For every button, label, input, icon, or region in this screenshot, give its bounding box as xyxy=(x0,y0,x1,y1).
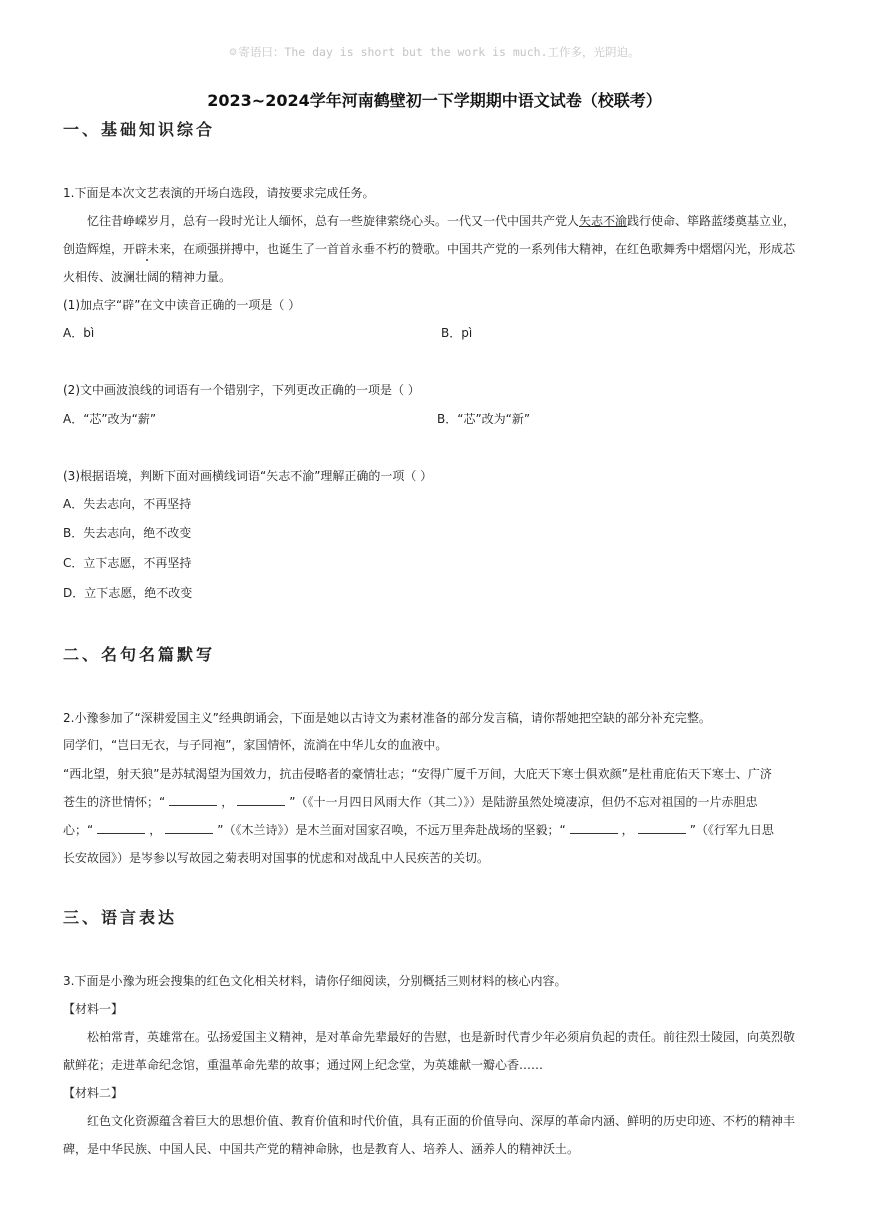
q2-text: ， xyxy=(221,795,234,809)
q2-line3 xyxy=(63,794,757,810)
q2-text: 心；“ xyxy=(63,823,94,837)
answer-blank[interactable] xyxy=(97,823,145,834)
q1-sub2-option-a[interactable]: A．“芯”改为“薪” xyxy=(63,412,157,426)
section-heading-expression: 三、语言表达 xyxy=(63,908,178,927)
q1-sub1-option-b[interactable]: B．pì xyxy=(441,326,473,340)
q1-passage-line1 xyxy=(87,213,795,229)
q1-sub3-option-d[interactable]: D．立下志愿，绝不改变 xyxy=(63,586,193,600)
q2-line5: 长安故园》）是岑参以写故园之菊表明对国事的忧虑和对战乱中人民疾苦的关切。 xyxy=(63,851,490,865)
q1-sub2-stem: (2)文中画波浪线的词语有一个错别字，下列更改正确的一项是（ ） xyxy=(63,383,420,397)
answer-blank[interactable] xyxy=(237,795,285,806)
page-title: 2023~2024学年河南鹤壁初一下学期期中语文试卷（校联考） xyxy=(207,91,662,110)
answer-blank[interactable] xyxy=(165,823,213,834)
q2-text: ”（《十一月四日风雨大作（其二）》）是陆游虽然处境凄凉，但仍不忘对祖国的一片赤胆忠 xyxy=(289,795,758,809)
smile-icon: ☺ xyxy=(229,45,237,59)
emphasis-dot xyxy=(146,259,148,261)
q3-material1-label: 【材料一】 xyxy=(63,1002,124,1016)
q2-text: ”（《木兰诗》）是木兰面对国家召唤，不远万里奔赴战场的坚毅；“ xyxy=(217,823,566,837)
q1-passage-line3: 火相传、波澜壮阔的精神力量。 xyxy=(63,270,232,284)
q1-sub3-option-b[interactable]: B．失去志向，绝不改变 xyxy=(63,526,192,540)
q2-line2: “西北望，射天狼”是苏轼渴望为国效力，抗击侵略者的豪情壮志；“安得广厦千万间，大庇天下寒士俱欢颜”是杜甫庇佑天下寒士、广济 xyxy=(63,767,772,781)
q3-material2-label: 【材料二】 xyxy=(63,1086,124,1100)
q2-text: 苍生的济世情怀；“ xyxy=(63,795,166,809)
q2-text: ”（《行军九日思 xyxy=(689,823,774,837)
q1-stem: 1.下面是本次文艺表演的开场白选段，请按要求完成任务。 xyxy=(63,186,375,200)
answer-blank[interactable] xyxy=(570,823,618,834)
q3-material2-line2: 碑，是中华民族、中国人民、中国共产党的精神命脉，也是教育人、培养人、涵养人的精神沃土。 xyxy=(63,1142,580,1156)
q2-text: ， xyxy=(621,823,634,837)
answer-blank[interactable] xyxy=(169,795,217,806)
q3-stem: 3.下面是小豫为班会搜集的红色文化相关材料，请你仔细阅读，分别概括三则材料的核心内容。 xyxy=(63,974,567,988)
q2-stem: 2.小豫参加了“深耕爱国主义”经典朗诵会，下面是她以古诗文为素材准备的部分发言稿，请你帮她把空缺的部分补充完整。 xyxy=(63,711,711,725)
passage-text: 忆往昔峥嵘岁月，总有一段时光让人缅怀，总有一些旋律萦绕心头。一代又一代中国共产党人 xyxy=(87,214,580,228)
q1-passage-line2: 创造辉煌，开辟未来，在顽强拼搏中，也诞生了一首首永垂不朽的赞歌。中国共产党的一系列伟大精神，在红色歌舞秀中熠熠闪光，形成芯 xyxy=(63,242,796,256)
q1-sub2-option-b[interactable]: B．“芯”改为“新” xyxy=(437,412,531,426)
answer-blank[interactable] xyxy=(638,823,686,834)
section-heading-recitation: 二、名句名篇默写 xyxy=(63,645,216,664)
underlined-phrase: 矢志不渝 xyxy=(579,214,628,228)
q2-text: ， xyxy=(149,823,162,837)
q3-material2-line1: 红色文化资源蕴含着巨大的思想价值、教育价值和时代价值，具有正面的价值导向、深厚的革命内涵、鲜明的历史印迹、不朽的精神丰 xyxy=(87,1114,796,1128)
q1-sub3-option-c[interactable]: C．立下志愿，不再坚持 xyxy=(63,556,192,570)
q3-material1-line2: 献鲜花；走进革命纪念馆，重温革命先辈的故事；通过网上纪念堂，为英雄献一瓣心香…… xyxy=(63,1058,544,1072)
q2-line1: 同学们，“岂曰无衣，与子同袍”，家国情怀，流淌在中华儿女的血液中。 xyxy=(63,738,448,752)
motto-header xyxy=(0,44,869,60)
passage-text: 践行使命、筚路蓝缕奠基立业， xyxy=(627,214,796,228)
q1-sub1-stem: (1)加点字“辟”在文中读音正确的一项是（ ） xyxy=(63,298,301,312)
motto-text: 寄语曰：The day is short but the work is much.工作多，光阴迫。 xyxy=(238,45,640,59)
q3-material1-line1: 松柏常青，英雄常在。弘扬爱国主义精神，是对革命先辈最好的告慰，也是新时代青少年必须肩负起的责任。前往烈士陵园，向英烈敬 xyxy=(87,1030,796,1044)
section-heading-basic-knowledge: 一、基础知识综合 xyxy=(63,120,216,139)
q2-line4 xyxy=(63,822,774,838)
q1-sub3-option-a[interactable]: A．失去志向，不再坚持 xyxy=(63,497,192,511)
q1-sub1-option-a[interactable]: A．bì xyxy=(63,326,95,340)
q1-sub3-stem: (3)根据语境，判断下面对画横线词语“矢志不渝”理解正确的一项（ ） xyxy=(63,469,433,483)
